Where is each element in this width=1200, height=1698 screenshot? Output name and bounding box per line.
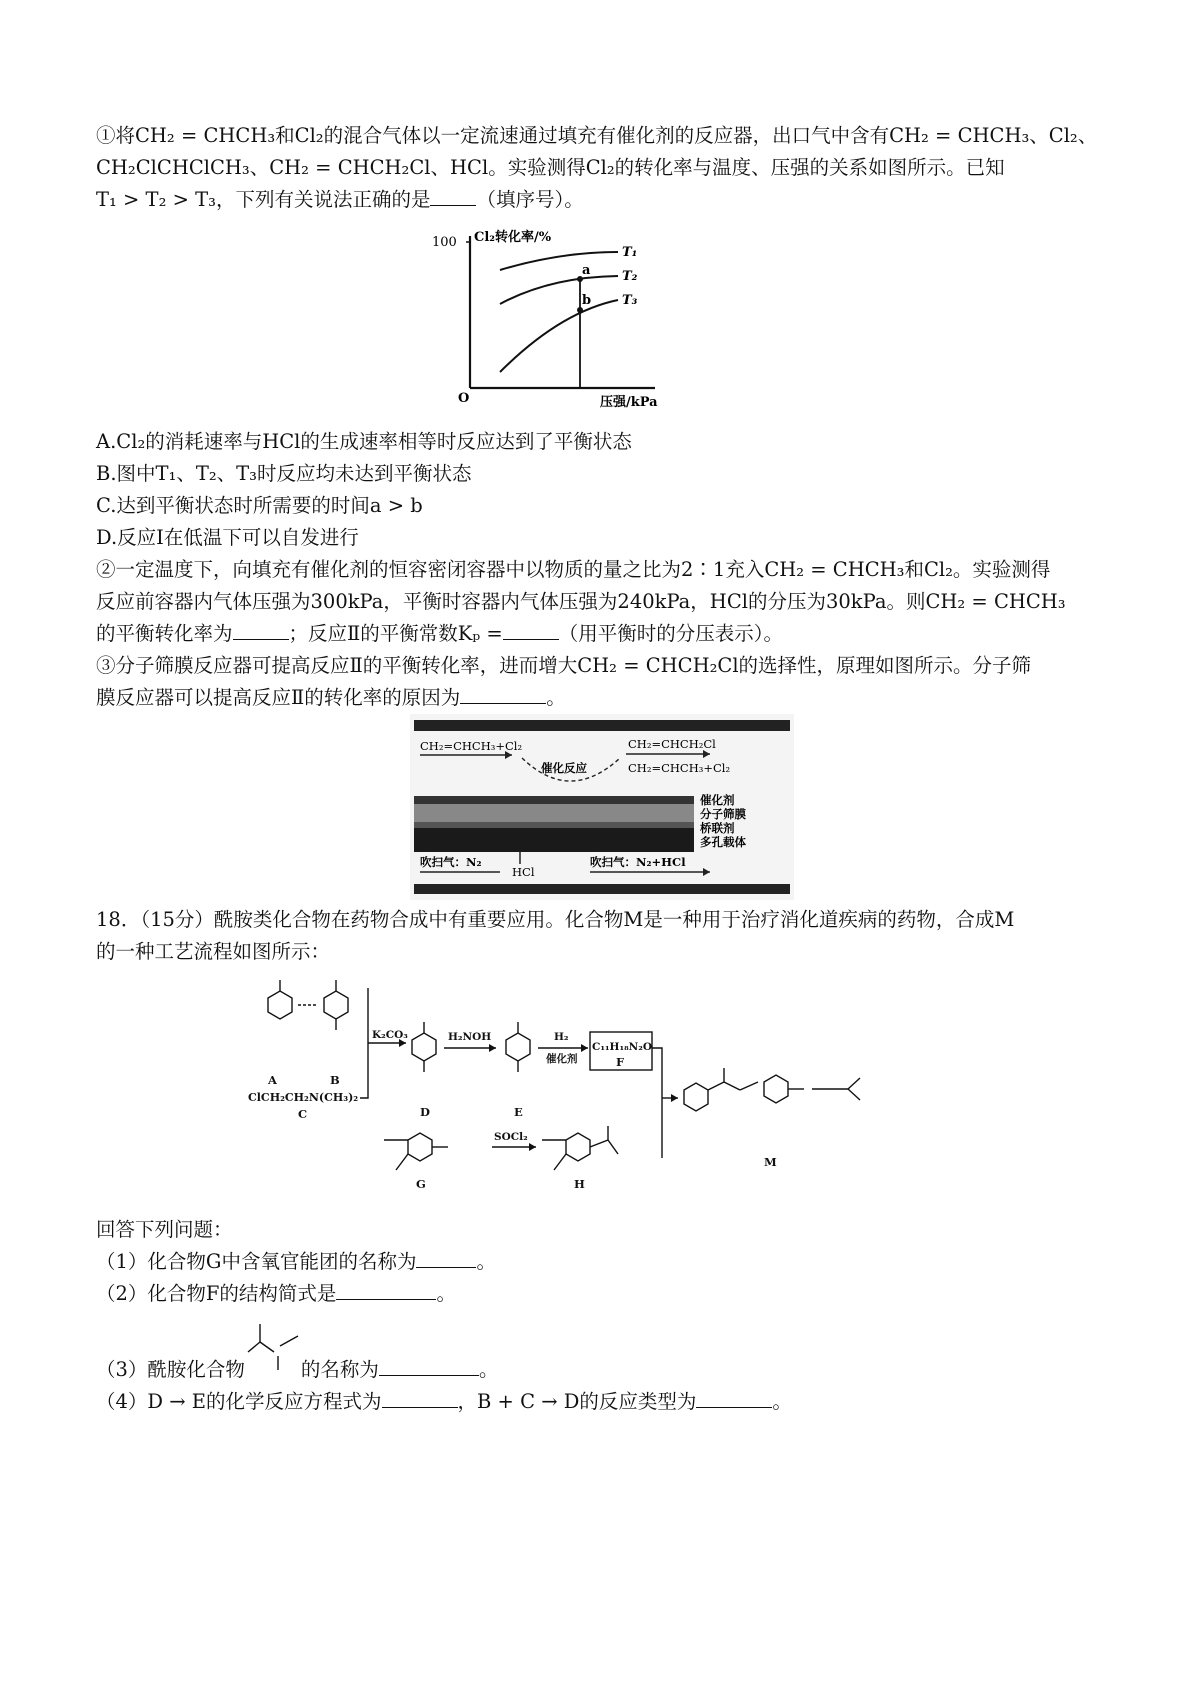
formula-f: C₁₁H₁₈N₂O xyxy=(592,1041,653,1053)
y-tick-label-100: 100 xyxy=(432,235,457,250)
feed-label: CH₂=CHCH₃+Cl₂ xyxy=(420,739,523,753)
bond-h-cocl xyxy=(590,1140,608,1147)
product-label: CH₂=CHCH₂Cl xyxy=(628,737,716,751)
q17-p1-line3-end: （填序号）。 xyxy=(476,188,584,211)
option-d: D.反应Ⅰ在低温下可以自发进行 xyxy=(96,526,359,549)
unreacted-label: CH₂=CHCH₃+Cl₂ xyxy=(628,761,731,775)
bond-m-me1 xyxy=(848,1078,860,1089)
label-e: E xyxy=(514,1105,523,1119)
sieve-label: 分子筛膜 xyxy=(700,807,746,821)
arrowhead-e-f xyxy=(581,1044,588,1052)
q17-p3-line2-end: 。 xyxy=(546,686,566,709)
q17-p3-line1: ③分子筛膜反应器可提高反应Ⅱ的平衡转化率，进而增大CH₂ = CHCH₂Cl的选择性，原理如图所示。分子筛 xyxy=(96,654,1032,677)
q17-p1-line3-text: T₁ > T₂ > T₃，下列有关说法正确的是 xyxy=(96,188,431,211)
arrowhead-g-h xyxy=(529,1143,536,1151)
arrowhead-to-m xyxy=(671,1094,678,1102)
ring-e xyxy=(506,1033,530,1061)
q17-p2-line1: ②一定温度下，向填充有催化剂的恒容密闭容器中以物质的量之比为2∶1充入CH₂ = CHCH₃和Cl₂。实验测得 xyxy=(96,558,1051,581)
answer-blank[interactable] xyxy=(430,185,476,206)
bond-m-me2 xyxy=(848,1089,860,1100)
bond-h-cl xyxy=(608,1140,618,1154)
q18-q2-text: （2）化合物F的结构简式是 xyxy=(96,1282,337,1305)
x-axis-label: 压强/kPa xyxy=(600,395,658,410)
label-c: C xyxy=(298,1107,308,1121)
answer-blank[interactable] xyxy=(696,1387,772,1408)
answer-blank[interactable] xyxy=(460,683,546,704)
legend-t1: T₁ xyxy=(622,245,638,260)
q17-p1-line3 xyxy=(96,184,1106,216)
answer-blank[interactable] xyxy=(336,1279,436,1300)
label-a: A xyxy=(268,1073,277,1087)
arrowhead-d-e xyxy=(489,1044,496,1052)
q18-q2-end: 。 xyxy=(436,1282,456,1305)
ring-g xyxy=(408,1133,432,1161)
molecular-sieve-layer xyxy=(414,804,694,822)
answer-blank[interactable] xyxy=(416,1247,476,1268)
label-m: M xyxy=(764,1155,777,1169)
q17-p2-line3-end: （用平衡时的分压表示）。 xyxy=(558,622,783,645)
bridge-layer xyxy=(414,822,694,828)
ring-m1 xyxy=(684,1083,708,1111)
answer-blank[interactable] xyxy=(503,619,559,640)
catalyst-layer xyxy=(414,796,694,804)
hcl-label: HCl xyxy=(512,865,535,879)
sweep-gas-in-label: 吹扫气：N₂ xyxy=(420,855,482,869)
q18-intro-line2: 的一种工艺流程如图所示： xyxy=(96,940,331,963)
bond-h-c xyxy=(248,1342,260,1352)
q18-question-1 xyxy=(96,1246,1106,1278)
q17-p2-line3-text: 的平衡转化率为 xyxy=(96,622,233,645)
q17-p2-line3-mid: ；反应Ⅱ的平衡常数Kₚ = xyxy=(288,622,503,645)
point-b-label: b xyxy=(582,293,592,308)
curve-t1 xyxy=(500,252,618,270)
q17-p3-line2-text: 膜反应器可以提高反应Ⅱ的转化率的原因为 xyxy=(96,686,461,709)
bracket-f-h xyxy=(652,1048,662,1158)
q18-q3-end: 。 xyxy=(478,1358,499,1381)
q18-q1-text: （1）化合物G中含氧官能团的名称为 xyxy=(96,1250,417,1273)
reagent-catalyst: 催化剂 xyxy=(546,1053,578,1065)
porous-support-label: 多孔载体 xyxy=(700,835,746,849)
bond-m-nh xyxy=(724,1082,740,1090)
top-wall xyxy=(414,720,790,731)
porous-support-layer xyxy=(414,828,694,852)
bond-h-ome2 xyxy=(554,1154,566,1170)
answer-blank[interactable] xyxy=(382,1387,458,1408)
legend-t3: T₃ xyxy=(622,293,638,308)
ring-h xyxy=(566,1133,590,1161)
q17-p3-line2 xyxy=(96,682,1106,714)
q17-p1-line2: CH₂ClCHClCH₃、CH₂ = CHCH₂Cl、HCl。实验测得Cl₂的转化率与温度、压强的关系如图所示。已知 xyxy=(96,156,1005,179)
ring-a xyxy=(268,991,292,1019)
label-h: H xyxy=(574,1177,585,1191)
q18-q3-text: （3）酰胺化合物 xyxy=(96,1358,245,1381)
ring-m2 xyxy=(764,1075,788,1103)
bracket-b-c xyxy=(360,988,368,1098)
q18-q4-end: 。 xyxy=(772,1390,792,1413)
bridge-label: 桥联剂 xyxy=(700,821,735,835)
label-f: F xyxy=(616,1055,625,1069)
answer-blank[interactable] xyxy=(233,619,289,640)
catalytic-reaction-label: 催化反应 xyxy=(541,761,587,775)
q17-p2-line3 xyxy=(96,618,1106,650)
label-b: B xyxy=(330,1073,340,1087)
answer-blank[interactable] xyxy=(379,1355,479,1376)
bond-c-n xyxy=(260,1342,274,1352)
sweep-gas-out-label: 吹扫气：N₂+HCl xyxy=(590,855,686,869)
option-c: C.达到平衡状态时所需要的时间a > b xyxy=(96,494,423,517)
q18-q4-text: （4）D → E的化学反应方程式为 xyxy=(96,1390,382,1413)
q18-q3-mid: 的名称为 xyxy=(300,1358,379,1381)
q18-question-2 xyxy=(96,1278,1106,1310)
curve-t2 xyxy=(500,276,618,304)
q18-lead: 回答下列问题： xyxy=(96,1218,233,1241)
point-a-label: a xyxy=(582,263,591,278)
ring-b xyxy=(324,991,348,1019)
bottom-wall xyxy=(414,884,790,894)
bond-m-carbonyl xyxy=(708,1082,724,1090)
catalyst-label: 催化剂 xyxy=(700,793,735,807)
q18-intro-line1: 18．（15分）酰胺类化合物在药物合成中有重要应用。化合物M是一种用于治疗消化道疾病的药物，合成M xyxy=(96,908,1015,931)
option-b: B.图中T₁、T₂、T₃时反应均未达到平衡状态 xyxy=(96,462,472,485)
label-d: D xyxy=(420,1105,430,1119)
synthesis-scheme xyxy=(248,968,948,1196)
origin-label: O xyxy=(458,391,470,406)
bond-n-me1 xyxy=(280,1336,298,1346)
reagent-h2noh: H₂NOH xyxy=(448,1031,492,1043)
bond-m-ch2 xyxy=(740,1082,758,1090)
reagent-h2: H₂ xyxy=(554,1031,569,1043)
q18-q4-mid: ，B + C → D的反应类型为 xyxy=(457,1390,697,1413)
y-axis-label: Cl₂转化率/% xyxy=(474,230,552,245)
q17-p1-line1: ①将CH₂ = CHCH₃和Cl₂的混合气体以一定流速通过填充有催化剂的反应器，出口气中含有CH₂ = CHCH₃、Cl₂、 xyxy=(96,124,1098,147)
legend-t2: T₂ xyxy=(622,269,638,284)
option-a: A.Cl₂的消耗速率与HCl的生成速率相等时反应达到了平衡状态 xyxy=(96,430,632,453)
label-g: G xyxy=(416,1177,426,1191)
bond-g-ome2 xyxy=(396,1154,408,1170)
ring-d xyxy=(412,1033,436,1061)
q18-question-4 xyxy=(96,1386,1106,1418)
q18-q1-end: 。 xyxy=(476,1250,496,1273)
formula-c: ClCH₂CH₂N(CH₃)₂ xyxy=(248,1091,359,1104)
q18-question-3 xyxy=(96,1354,1106,1386)
q17-p2-line2: 反应前容器内气体压强为300kPa，平衡时容器内气体压强为240kPa，HCl的分压为30kPa。则CH₂ = CHCH₃ xyxy=(96,590,1066,613)
reagent-k2co3: K₂CO₃ xyxy=(372,1029,408,1041)
reagent-socl2: SOCl₂ xyxy=(494,1131,528,1143)
curve-t3 xyxy=(500,300,618,372)
conversion-pressure-chart xyxy=(430,222,680,422)
membrane-reactor-diagram xyxy=(410,714,794,900)
